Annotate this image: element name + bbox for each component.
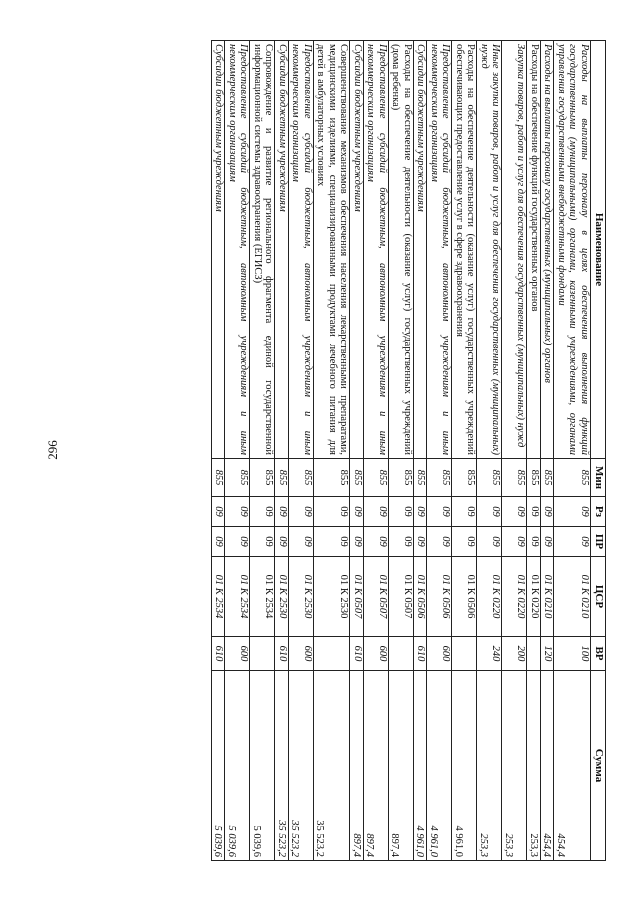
header-pr: ПР	[591, 527, 606, 557]
table-body	[212, 41, 591, 861]
cell-sum: 5 039,6	[250, 671, 275, 861]
cell-name: Расходы на обеспечение деятельности (оказание услуг) государственных учреждений (дома ребенка)	[389, 41, 414, 459]
cell-min: 855	[212, 459, 226, 497]
cell-vr: 610	[275, 637, 289, 671]
cell-name: Совершенствование механизмов обеспечения населения лекарственными препаратами, медицинскими изделиями, специализированными продуктами лечебного питания для детей в амбулаторных условиях	[314, 41, 351, 459]
cell-csr: 01 К 2530	[314, 557, 351, 637]
cell-name: Предоставление субсидий бюджетным, автономным учреждениям и иным некоммерческим организациям	[289, 41, 314, 459]
cell-pr: 09	[477, 527, 502, 557]
cell-name: Субсидии бюджетным учреждениям	[212, 41, 226, 459]
cell-rz: 09	[541, 497, 555, 527]
cell-pr: 09	[541, 527, 555, 557]
cell-name: Закупка товаров, работ и услуг для обеспечения государственных (муниципальных) нужд	[502, 41, 527, 459]
header-rz: Рз	[591, 497, 606, 527]
table-row	[452, 41, 477, 861]
cell-rz: 09	[250, 497, 275, 527]
cell-vr	[527, 637, 541, 671]
cell-min: 855	[350, 459, 364, 497]
cell-rz: 09	[527, 497, 541, 527]
cell-name: Иные закупки товаров, работ и услуг для обеспечения государственных (муниципальных) нужд	[477, 41, 502, 459]
cell-min: 855	[314, 459, 351, 497]
cell-name: Субсидии бюджетным учреждениям	[414, 41, 428, 459]
cell-sum: 5 039,6	[225, 671, 250, 861]
cell-name: Расходы на выплаты персоналу в целях обеспечения выполнения функций государственными (муниципальными) органами, казенными учреждениями, органами управления государственными внебюджетными фондами	[554, 41, 591, 459]
cell-rz: 09	[364, 497, 389, 527]
table-row	[250, 41, 275, 861]
cell-sum: 897,4	[350, 671, 364, 861]
cell-rz: 09	[452, 497, 477, 527]
cell-csr: 01 К 2534	[225, 557, 250, 637]
cell-rz: 09	[502, 497, 527, 527]
table-row	[502, 41, 527, 861]
cell-sum: 5 039,6	[212, 671, 226, 861]
table-row	[275, 41, 289, 861]
table-row	[212, 41, 226, 861]
cell-csr: 01 К 0210	[554, 557, 591, 637]
cell-sum: 4 961,0	[414, 671, 428, 861]
cell-pr: 09	[527, 527, 541, 557]
cell-min: 855	[250, 459, 275, 497]
cell-rz: 09	[554, 497, 591, 527]
cell-csr: 01 К 0507	[364, 557, 389, 637]
table-row	[314, 41, 351, 861]
cell-pr: 09	[502, 527, 527, 557]
rotated-table-container	[90, 40, 606, 860]
cell-min: 855	[477, 459, 502, 497]
cell-min: 855	[452, 459, 477, 497]
header-csr: ЦСР	[591, 557, 606, 637]
cell-sum: 253,3	[527, 671, 541, 861]
cell-csr: 01 К 0220	[527, 557, 541, 637]
cell-pr: 09	[212, 527, 226, 557]
cell-pr: 09	[364, 527, 389, 557]
cell-sum: 4 961,0	[427, 671, 452, 861]
cell-min: 855	[389, 459, 414, 497]
cell-csr: 01 К 0506	[414, 557, 428, 637]
cell-name: Расходы на выплаты персоналу государственных (муниципальных) органов	[541, 41, 555, 459]
cell-vr	[250, 637, 275, 671]
cell-csr: 01 К 2530	[275, 557, 289, 637]
cell-csr: 01 К 0507	[350, 557, 364, 637]
table-row	[541, 41, 555, 861]
cell-name: Предоставление субсидий бюджетным, автономным учреждениям и иным некоммерческим организациям	[427, 41, 452, 459]
table-row	[289, 41, 314, 861]
cell-name: Сопровождение и развитие регионального фрагмента единой государственной информационной системы здравоохранения (ЕГИСЗ)	[250, 41, 275, 459]
budget-table	[211, 40, 606, 861]
cell-pr: 09	[554, 527, 591, 557]
cell-vr	[452, 637, 477, 671]
cell-sum: 35 523,2	[314, 671, 351, 861]
cell-sum: 35 523,2	[275, 671, 289, 861]
cell-csr: 01 К 2534	[250, 557, 275, 637]
cell-csr: 01 К 0220	[502, 557, 527, 637]
cell-rz: 09	[350, 497, 364, 527]
table-row	[477, 41, 502, 861]
cell-rz: 09	[414, 497, 428, 527]
cell-sum: 35 523,2	[289, 671, 314, 861]
cell-csr: 01 К 0506	[427, 557, 452, 637]
cell-vr: 120	[541, 637, 555, 671]
cell-csr: 01 К 0506	[452, 557, 477, 637]
cell-pr: 09	[225, 527, 250, 557]
cell-vr: 600	[427, 637, 452, 671]
table-row	[527, 41, 541, 861]
cell-vr: 610	[212, 637, 226, 671]
cell-csr: 01 К 0210	[541, 557, 555, 637]
cell-vr	[389, 637, 414, 671]
table-row	[554, 41, 591, 861]
cell-pr: 09	[452, 527, 477, 557]
cell-vr: 610	[350, 637, 364, 671]
cell-vr: 600	[225, 637, 250, 671]
cell-sum: 253,3	[502, 671, 527, 861]
cell-min: 855	[427, 459, 452, 497]
cell-vr: 200	[502, 637, 527, 671]
cell-sum: 897,4	[364, 671, 389, 861]
cell-min: 855	[541, 459, 555, 497]
table-row	[414, 41, 428, 861]
header-vr: ВР	[591, 637, 606, 671]
cell-vr: 600	[364, 637, 389, 671]
cell-rz: 09	[389, 497, 414, 527]
table-header-row	[591, 41, 606, 861]
cell-rz: 09	[275, 497, 289, 527]
cell-name: Субсидии бюджетным учреждениям	[275, 41, 289, 459]
cell-min: 855	[364, 459, 389, 497]
cell-min: 855	[414, 459, 428, 497]
cell-name: Субсидии бюджетным учреждениям	[350, 41, 364, 459]
cell-vr: 600	[289, 637, 314, 671]
cell-rz: 09	[477, 497, 502, 527]
cell-pr: 09	[414, 527, 428, 557]
cell-name: Расходы на обеспечение функций государственных органов	[527, 41, 541, 459]
cell-csr: 01 К 2534	[212, 557, 226, 637]
cell-vr	[314, 637, 351, 671]
cell-name: Предоставление субсидий бюджетным, автономным учреждениям и иным некоммерческим организациям	[364, 41, 389, 459]
cell-sum: 4 961,0	[452, 671, 477, 861]
cell-rz: 09	[212, 497, 226, 527]
cell-name: Предоставление субсидий бюджетным, автономным учреждениям и иным некоммерческим организациям	[225, 41, 250, 459]
header-name: Наименование	[591, 41, 606, 459]
cell-min: 855	[554, 459, 591, 497]
cell-sum: 454,4	[554, 671, 591, 861]
table-row	[364, 41, 389, 861]
cell-pr: 09	[289, 527, 314, 557]
cell-min: 855	[225, 459, 250, 497]
cell-sum: 897,4	[389, 671, 414, 861]
header-min: Мин	[591, 459, 606, 497]
cell-pr: 09	[314, 527, 351, 557]
cell-rz: 09	[289, 497, 314, 527]
cell-csr: 01 К 0507	[389, 557, 414, 637]
cell-vr: 610	[414, 637, 428, 671]
cell-sum: 253,3	[477, 671, 502, 861]
table-row	[427, 41, 452, 861]
cell-vr: 100	[554, 637, 591, 671]
cell-min: 855	[502, 459, 527, 497]
header-sum: Сумма	[591, 671, 606, 861]
cell-pr: 09	[350, 527, 364, 557]
cell-pr: 09	[389, 527, 414, 557]
cell-min: 855	[289, 459, 314, 497]
page-number: 296	[45, 440, 60, 460]
cell-min: 855	[275, 459, 289, 497]
cell-sum: 454,4	[541, 671, 555, 861]
cell-rz: 09	[225, 497, 250, 527]
table-row	[350, 41, 364, 861]
cell-name: Расходы на обеспечение деятельности (оказание услуг) государственных учреждений обеспечивающих предоставление услуг в сфере здравоохранения	[452, 41, 477, 459]
table-row	[389, 41, 414, 861]
cell-pr: 09	[250, 527, 275, 557]
table-row	[225, 41, 250, 861]
cell-min: 855	[527, 459, 541, 497]
cell-csr: 01 К 0220	[477, 557, 502, 637]
cell-vr: 240	[477, 637, 502, 671]
cell-pr: 09	[427, 527, 452, 557]
cell-rz: 09	[314, 497, 351, 527]
cell-csr: 01 К 2530	[289, 557, 314, 637]
cell-pr: 09	[275, 527, 289, 557]
cell-rz: 09	[427, 497, 452, 527]
